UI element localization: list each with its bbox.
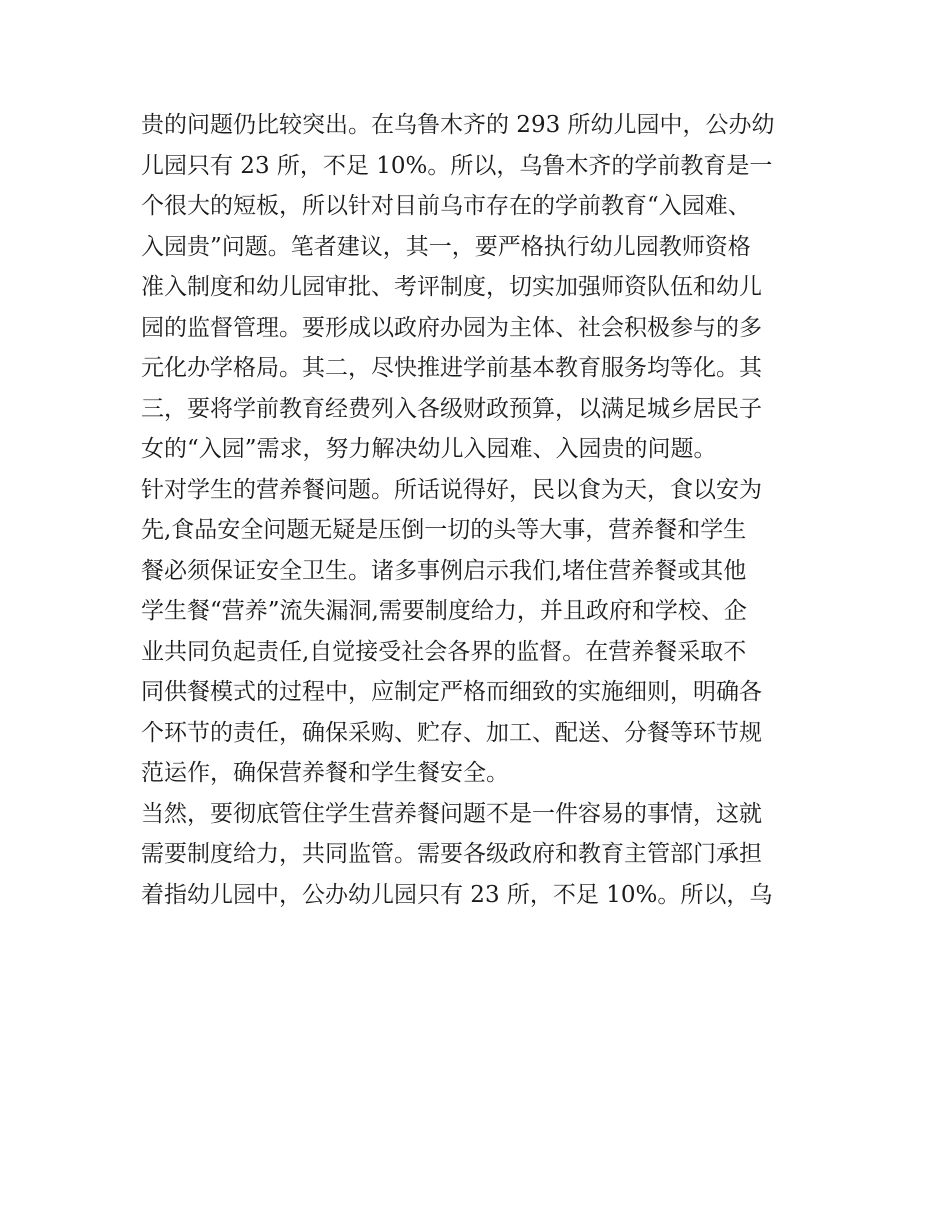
text-line: 着指幼儿园中，公办幼儿园只有 23 所，不足 10%。所以，乌 (141, 881, 773, 908)
text-line: 当然，要彻底管住学生营养餐问题不是一件容易的事情，这就 (141, 800, 762, 827)
text-line: 需要制度给力，共同监管。需要各级政府和教育主管部门承担 (141, 841, 762, 867)
text-line: 个环节的责任，确保采购、贮存、加工、配送、分餐等环节规 (141, 719, 762, 746)
text-line: 入园贵”问题。笔者建议，其一，要严格执行幼儿园教师资格 (141, 233, 751, 260)
text-line: 贵的问题仍比较突出。在乌鲁木齐的 293 所幼儿园中，公办幼 (141, 112, 775, 138)
text-line: 准入制度和幼儿园审批、考评制度，切实加强师资队伍和幼儿 (141, 274, 762, 300)
text-line: 三，要将学前教育经费列入各级财政预算，以满足城乡居民子 (141, 395, 762, 422)
text-line: 女的“入园”需求，努力解决幼儿入园难、入园贵的问题。 (141, 436, 717, 462)
text-line: 范运作，确保营养餐和学生餐安全。 (141, 760, 509, 786)
text-line: 园的监督管理。要形成以政府办园为主体、社会积极参与的多 (141, 314, 762, 341)
text-line: 同供餐模式的过程中，应制定严格而细致的实施细则，明确各 (141, 679, 762, 705)
text-line: 儿园只有 23 所，不足 10%。所以，乌鲁木齐的学前教育是一 (141, 152, 773, 179)
body-text (141, 105, 821, 915)
text-line: 学生餐“营养”流失漏洞,需要制度给力，并且政府和学校、企 (141, 598, 747, 624)
text-line: 个很大的短板，所以针对目前乌市存在的学前教育“入园难、 (141, 193, 751, 219)
text-line: 元化办学格局。其二，尽快推进学前基本教育服务均等化。其 (141, 355, 762, 381)
text-line: 餐必须保证安全卫生。诸多事例启示我们,堵住营养餐或其他 (141, 557, 747, 584)
text-line: 业共同负起责任,自觉接受社会各界的监督。在营养餐采取不 (141, 638, 747, 665)
text-line: 针对学生的营养餐问题。所话说得好，民以食为天，食以安为 (141, 476, 762, 503)
text-line: 先,食品安全问题无疑是压倒一切的头等大事，营养餐和学生 (141, 517, 747, 543)
